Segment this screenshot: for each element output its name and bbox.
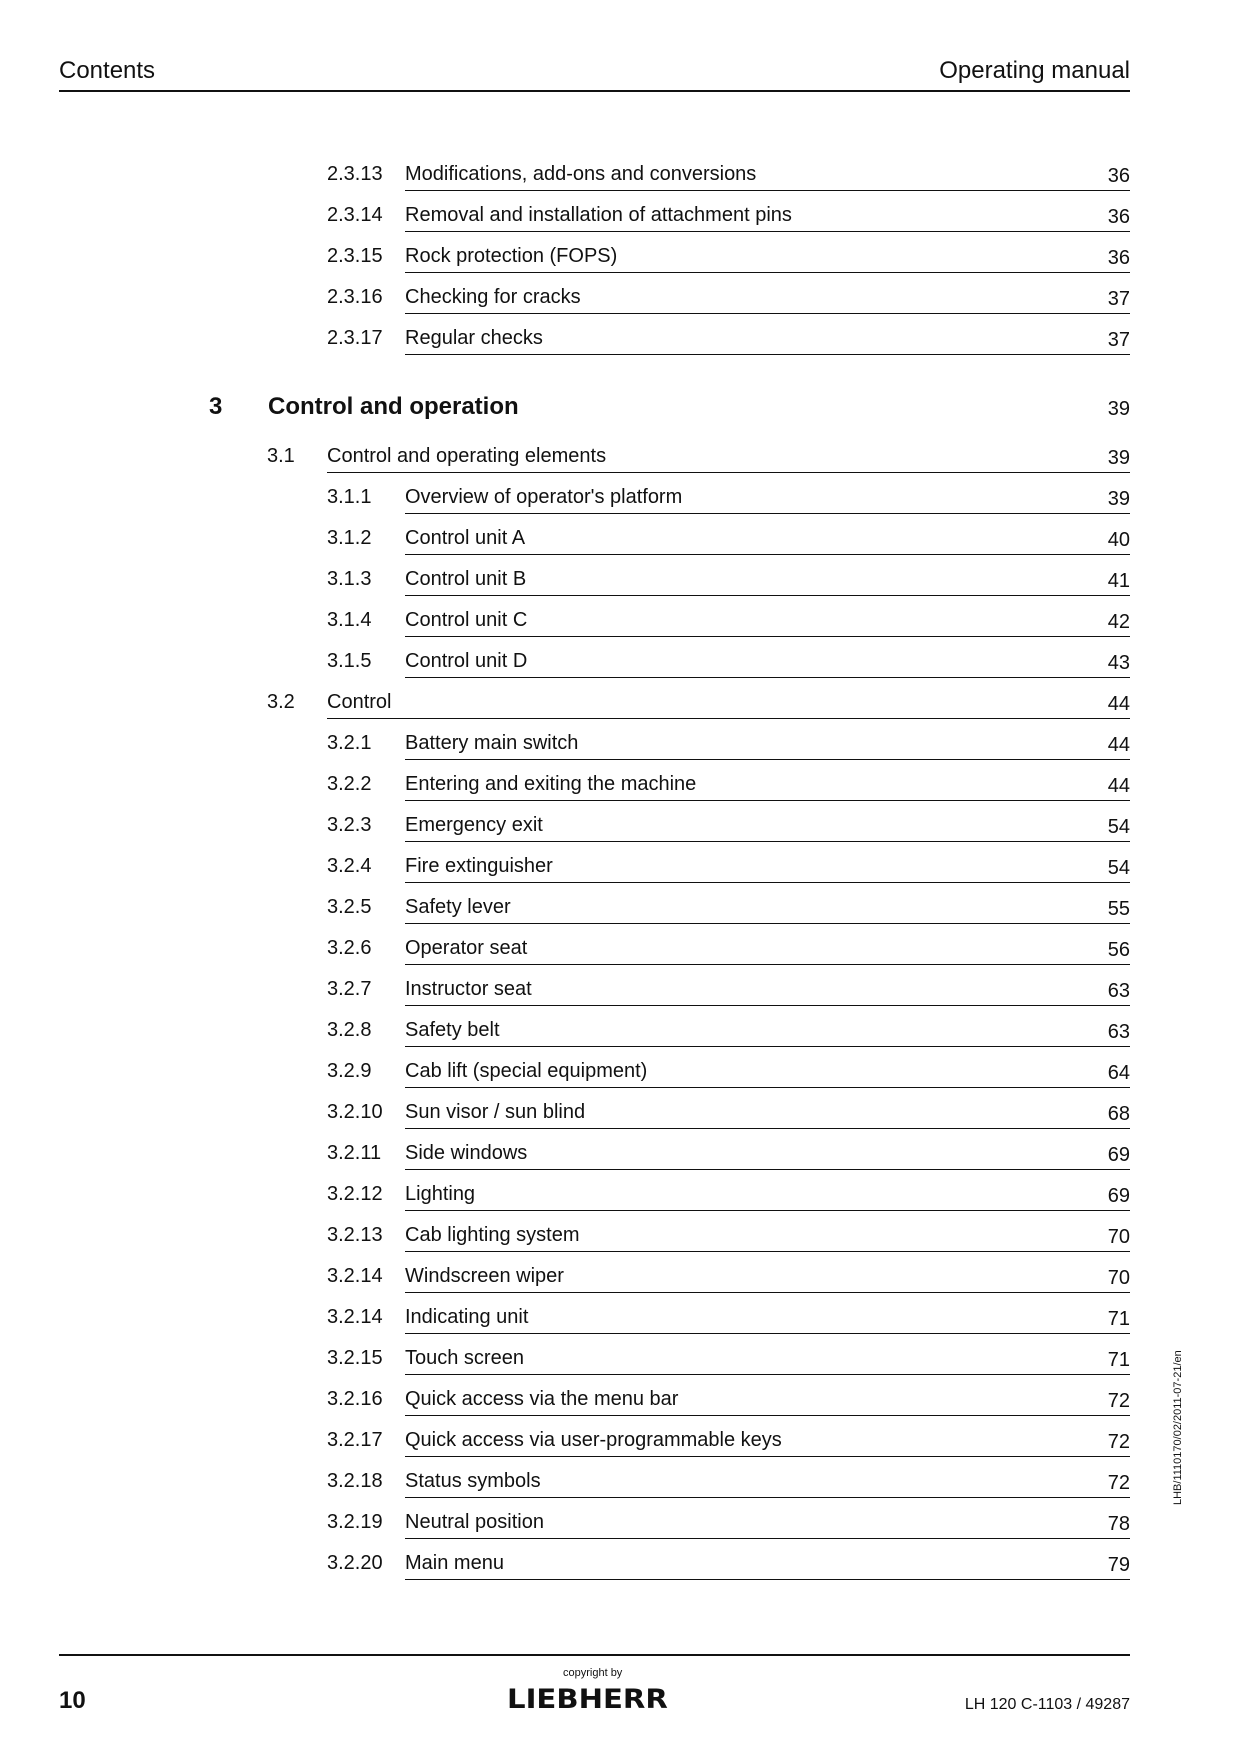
toc-entry-title: Operator seat (405, 937, 528, 959)
toc-entry-number: 3 (209, 393, 223, 420)
toc-subsection[interactable] (0, 230, 1241, 272)
toc-entry-number: 3.2.16 (327, 1388, 383, 1410)
toc-entry-page: 44 (1107, 734, 1130, 756)
document-reference-code: LHB/1110170/02/2011-07-21/en (1172, 1350, 1184, 1505)
toc-entry-page: 42 (1107, 611, 1130, 633)
toc-entry-page: 39 (1107, 488, 1130, 510)
toc-entry-number: 3.2.17 (327, 1429, 383, 1451)
toc-entry-number: 3.1 (267, 445, 295, 467)
toc-subsection[interactable] (0, 148, 1241, 190)
footer-document-id: LH 120 C-1103 / 49287 (964, 1696, 1130, 1713)
toc-entry-rule (405, 354, 1130, 355)
toc-entry-number: 3.2.20 (327, 1552, 383, 1574)
toc-entry-number: 3.2.2 (327, 773, 372, 795)
toc-entry-title: Checking for cracks (405, 286, 581, 308)
toc-subsection[interactable] (0, 1250, 1241, 1292)
toc-entry-title: Entering and exiting the machine (405, 773, 697, 795)
toc-entry-page: 63 (1107, 1021, 1130, 1043)
toc-subsection[interactable] (0, 1209, 1241, 1251)
toc-subsection[interactable] (0, 1127, 1241, 1169)
toc-entry-number: 2.3.15 (327, 245, 383, 267)
toc-subsection[interactable] (0, 635, 1241, 677)
toc-entry-title: Quick access via the menu bar (405, 1388, 679, 1410)
toc-entry-page: 70 (1107, 1226, 1130, 1248)
toc-entry-title: Removal and installation of attachment pins (405, 204, 792, 226)
toc-entry-number: 3.1.1 (327, 486, 372, 508)
toc-subsection[interactable] (0, 799, 1241, 841)
toc-entry-title: Control unit C (405, 609, 528, 631)
toc-entry-page: 79 (1107, 1554, 1130, 1576)
toc-entry-title: Regular checks (405, 327, 543, 349)
page-header (59, 57, 1130, 92)
toc-entry-page: 37 (1107, 288, 1130, 310)
toc-subsection[interactable] (0, 1496, 1241, 1538)
toc-entry-page: 44 (1107, 693, 1130, 715)
toc-entry-title: Control and operation (268, 393, 519, 420)
toc-subsection[interactable] (0, 271, 1241, 313)
toc-entry-title: Control and operating elements (327, 445, 607, 467)
toc-entry-number: 3.2.10 (327, 1101, 383, 1123)
toc-entry-page: 36 (1107, 206, 1130, 228)
toc-entry-title: Rock protection (FOPS) (405, 245, 618, 267)
toc-entry-title: Control unit A (405, 527, 526, 549)
toc-entry-number: 3.2.6 (327, 937, 372, 959)
toc-entry-number: 3.1.3 (327, 568, 372, 590)
toc-entry-title: Sun visor / sun blind (405, 1101, 586, 1123)
toc-entry-number: 3.2.7 (327, 978, 372, 1000)
toc-entry-page: 64 (1107, 1062, 1130, 1084)
toc-subsection[interactable] (0, 717, 1241, 759)
toc-entry-page: 72 (1107, 1390, 1130, 1412)
toc-subsection[interactable] (0, 922, 1241, 964)
toc-entry-page: 56 (1107, 939, 1130, 961)
toc-entry-title: Battery main switch (405, 732, 579, 754)
toc-entry-title: Side windows (405, 1142, 528, 1164)
toc-subsection[interactable] (0, 1455, 1241, 1497)
toc-entry-page: 55 (1107, 898, 1130, 920)
toc-entry-title: Status symbols (405, 1470, 541, 1492)
toc-entry-number: 3.2.8 (327, 1019, 372, 1041)
toc-entry-number: 3.2.18 (327, 1470, 383, 1492)
toc-entry-number: 2.3.17 (327, 327, 383, 349)
footer-copyright: copyright by (563, 1667, 623, 1679)
toc-subsection[interactable] (0, 1414, 1241, 1456)
toc-subsection[interactable] (0, 471, 1241, 513)
toc-entry-title: Control unit D (405, 650, 528, 672)
toc-subsection[interactable] (0, 189, 1241, 231)
toc-entry-number: 3.1.2 (327, 527, 372, 549)
toc-entry-number: 3.2.15 (327, 1347, 383, 1369)
toc-entry-number: 3.2.5 (327, 896, 372, 918)
toc-entry-number: 2.3.14 (327, 204, 383, 226)
toc-entry-page: 41 (1107, 570, 1130, 592)
toc-entry-title: Neutral position (405, 1511, 544, 1533)
toc-subsection[interactable] (0, 594, 1241, 636)
toc-subsection[interactable] (0, 1004, 1241, 1046)
toc-entry-title: Lighting (405, 1183, 476, 1205)
toc-subsection[interactable] (0, 963, 1241, 1005)
toc-subsection[interactable] (0, 758, 1241, 800)
toc-entry-page: 78 (1107, 1513, 1130, 1535)
toc-entry-page: 68 (1107, 1103, 1130, 1125)
toc-entry-title: Touch screen (405, 1347, 524, 1369)
toc-subsection[interactable] (0, 1291, 1241, 1333)
toc-entry-title: Emergency exit (405, 814, 543, 836)
liebherr-logo: LIEBHERR (507, 1684, 668, 1715)
toc-entry-number: 3.1.5 (327, 650, 372, 672)
toc-entry-number: 3.2.12 (327, 1183, 383, 1205)
toc-section[interactable] (0, 430, 1241, 472)
toc-entry-title: Windscreen wiper (405, 1265, 564, 1287)
toc-subsection[interactable] (0, 1168, 1241, 1210)
toc-entry-title: Quick access via user-programmable keys (405, 1429, 782, 1451)
toc-entry-title: Instructor seat (405, 978, 532, 1000)
toc-entry-rule (405, 1579, 1130, 1580)
toc-entry-number: 3.2 (267, 691, 295, 713)
toc-chapter[interactable] (0, 381, 1241, 423)
toc-entry-number: 3.2.13 (327, 1224, 383, 1246)
toc-entry-title: Cab lift (special equipment) (405, 1060, 648, 1082)
toc-subsection[interactable] (0, 1332, 1241, 1374)
toc-entry-page: 54 (1107, 857, 1130, 879)
toc-entry-number: 2.3.13 (327, 163, 383, 185)
toc-entry-page: 43 (1107, 652, 1130, 674)
toc-entry-title: Cab lighting system (405, 1224, 580, 1246)
toc-entry-number: 3.2.1 (327, 732, 372, 754)
toc-entry-number: 3.2.3 (327, 814, 372, 836)
toc-entry-number: 3.2.9 (327, 1060, 372, 1082)
toc-entry-page: 40 (1107, 529, 1130, 551)
footer-page-number: 10 (59, 1687, 86, 1714)
toc-entry-page: 39 (1107, 447, 1130, 469)
toc-entry-title: Control (327, 691, 392, 713)
toc-entry-number: 2.3.16 (327, 286, 383, 308)
toc-subsection[interactable] (0, 512, 1241, 554)
toc-subsection[interactable] (0, 881, 1241, 923)
toc-entry-title: Control unit B (405, 568, 527, 590)
toc-entry-title: Modifications, add-ons and conversions (405, 163, 757, 185)
toc-entry-page: 36 (1107, 247, 1130, 269)
header-section-title: Contents (59, 57, 156, 84)
toc-entry-page: 63 (1107, 980, 1130, 1002)
toc-subsection[interactable] (0, 1373, 1241, 1415)
toc-entry-page: 36 (1107, 165, 1130, 187)
toc-entry-title: Fire extinguisher (405, 855, 553, 877)
toc-entry-page: 44 (1107, 775, 1130, 797)
toc-subsection[interactable] (0, 1045, 1241, 1087)
toc-subsection[interactable] (0, 553, 1241, 595)
footer-rule (59, 1654, 1130, 1656)
toc-entry-page: 54 (1107, 816, 1130, 838)
toc-entry-page: 69 (1107, 1144, 1130, 1166)
toc-entry-title: Safety belt (405, 1019, 500, 1041)
toc-entry-number: 3.2.11 (327, 1142, 382, 1164)
toc-entry-number: 3.1.4 (327, 609, 372, 631)
header-manual-title: Operating manual (939, 57, 1130, 84)
toc-entry-page: 72 (1107, 1472, 1130, 1494)
toc-entry-number: 3.2.14 (327, 1265, 383, 1287)
toc-entry-page: 69 (1107, 1185, 1130, 1207)
toc-entry-title: Overview of operator's platform (405, 486, 683, 508)
toc-subsection[interactable] (0, 312, 1241, 354)
toc-entry-page: 71 (1107, 1308, 1130, 1330)
toc-entry-title: Main menu (405, 1552, 504, 1574)
toc-entry-page: 71 (1107, 1349, 1130, 1371)
toc-entry-number: 3.2.14 (327, 1306, 383, 1328)
toc-entry-page: 72 (1107, 1431, 1130, 1453)
toc-entry-page: 37 (1107, 329, 1130, 351)
toc-entry-page: 70 (1107, 1267, 1130, 1289)
toc-entry-number: 3.2.4 (327, 855, 372, 877)
toc-entry-page: 39 (1107, 398, 1130, 420)
toc-section[interactable] (0, 676, 1241, 718)
toc-subsection[interactable] (0, 840, 1241, 882)
toc-entry-title: Safety lever (405, 896, 511, 918)
toc-entry-title: Indicating unit (405, 1306, 529, 1328)
toc-entry-number: 3.2.19 (327, 1511, 383, 1533)
toc-subsection[interactable] (0, 1537, 1241, 1579)
toc-subsection[interactable] (0, 1086, 1241, 1128)
